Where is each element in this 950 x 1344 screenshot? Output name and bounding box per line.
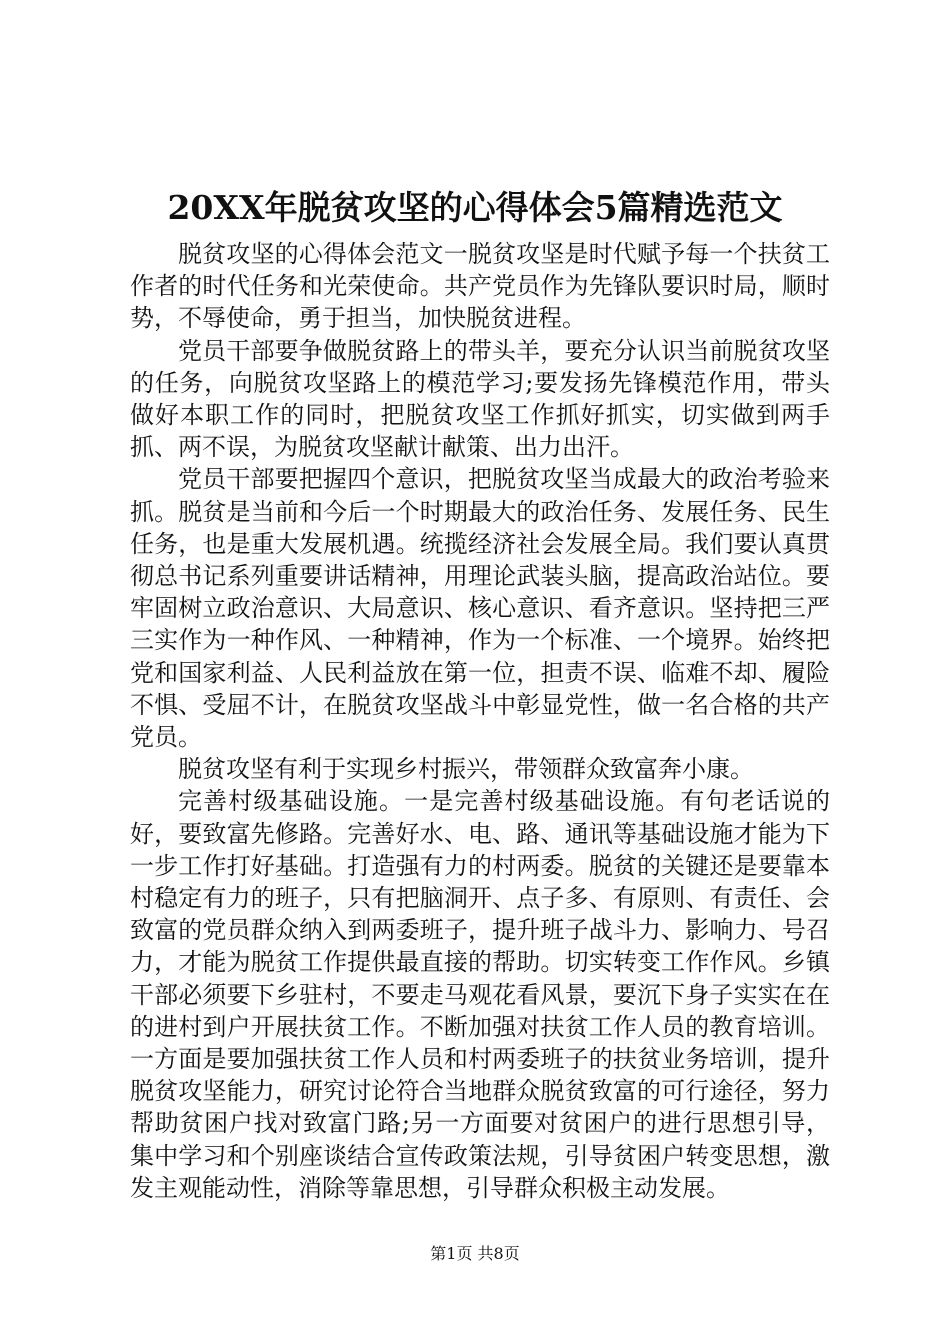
document-title: 20XX年脱贫攻坚的心得体会5篇精选范文: [167, 188, 783, 227]
document-body: [130, 238, 830, 1204]
paragraph-2: 党员干部要争做脱贫路上的带头羊，要充分认识当前脱贫攻坚的任务，向脱贫攻坚路上的模范学习;要发扬先锋模范作用，带头做好本职工作的同时，把脱贫攻坚工作抓好抓实，切实做到两手抓、两不误，为脱贫攻坚献计献策、出力出汗。: [130, 336, 830, 462]
page-number-footer: 第1页 共8页: [430, 1244, 520, 1263]
paragraph-4: 脱贫攻坚有利于实现乡村振兴，带领群众致富奔小康。: [178, 755, 754, 784]
paragraph-5: 完善村级基础设施。一是完善村级基础设施。有句老话说的好，要致富先修路。完善好水、电、路、通讯等基础设施才能为下一步工作打好基础。打造强有力的村两委。脱贫的关键还是要靠本村稳定有力的班子，只有把脑洞开、点子多、有原则、有责任、会致富的党员群众纳入到两委班子，提升班子战斗力、影响力、号召力，才能为脱贫工作提供最直接的帮助。切实转变工作作风。乡镇干部必须要下乡驻村，不要走马观花看风景，要沉下身子实实在在的进村到户开展扶贫工作。不断加强对扶贫工作人员的教育培训。一方面是要加强扶贫工作人员和村两委班子的扶贫业务培训，提升脱贫攻坚能力，研究讨论符合当地群众脱贫致富的可行途径，努力帮助贫困户找对致富门路;另一方面要对贫困户的进行思想引导，集中学习和个别座谈结合宣传政策法规，引导贫困户转变思想，激发主观能动性，消除等靠思想，引导群众积极主动发展。: [130, 787, 830, 1202]
paragraph-3: 党员干部要把握四个意识，把脱贫攻坚当成最大的政治考验来抓。脱贫是当前和今后一个时期最大的政治任务、发展任务、民生任务，也是重大发展机遇。统揽经济社会发展全局。我们要认真贯彻总书记系列重要讲话精神，用理论武装头脑，提高政治站位。要牢固树立政治意识、大局意识、核心意识、看齐意识。坚持把三严三实作为一种作风、一种精神，作为一个标准、一个境界。始终把党和国家利益、人民利益放在第一位，担责不误、临难不却、履险不惧、受屈不计，在脱贫攻坚战斗中彰显党性，做一名合格的共产党员。: [130, 465, 830, 752]
paragraph-1: 脱贫攻坚的心得体会范文一脱贫攻坚是时代赋予每一个扶贫工作者的时代任务和光荣使命。共产党员作为先锋队要识时局，顺时势，不辱使命，勇于担当，加快脱贫进程。: [130, 240, 830, 333]
